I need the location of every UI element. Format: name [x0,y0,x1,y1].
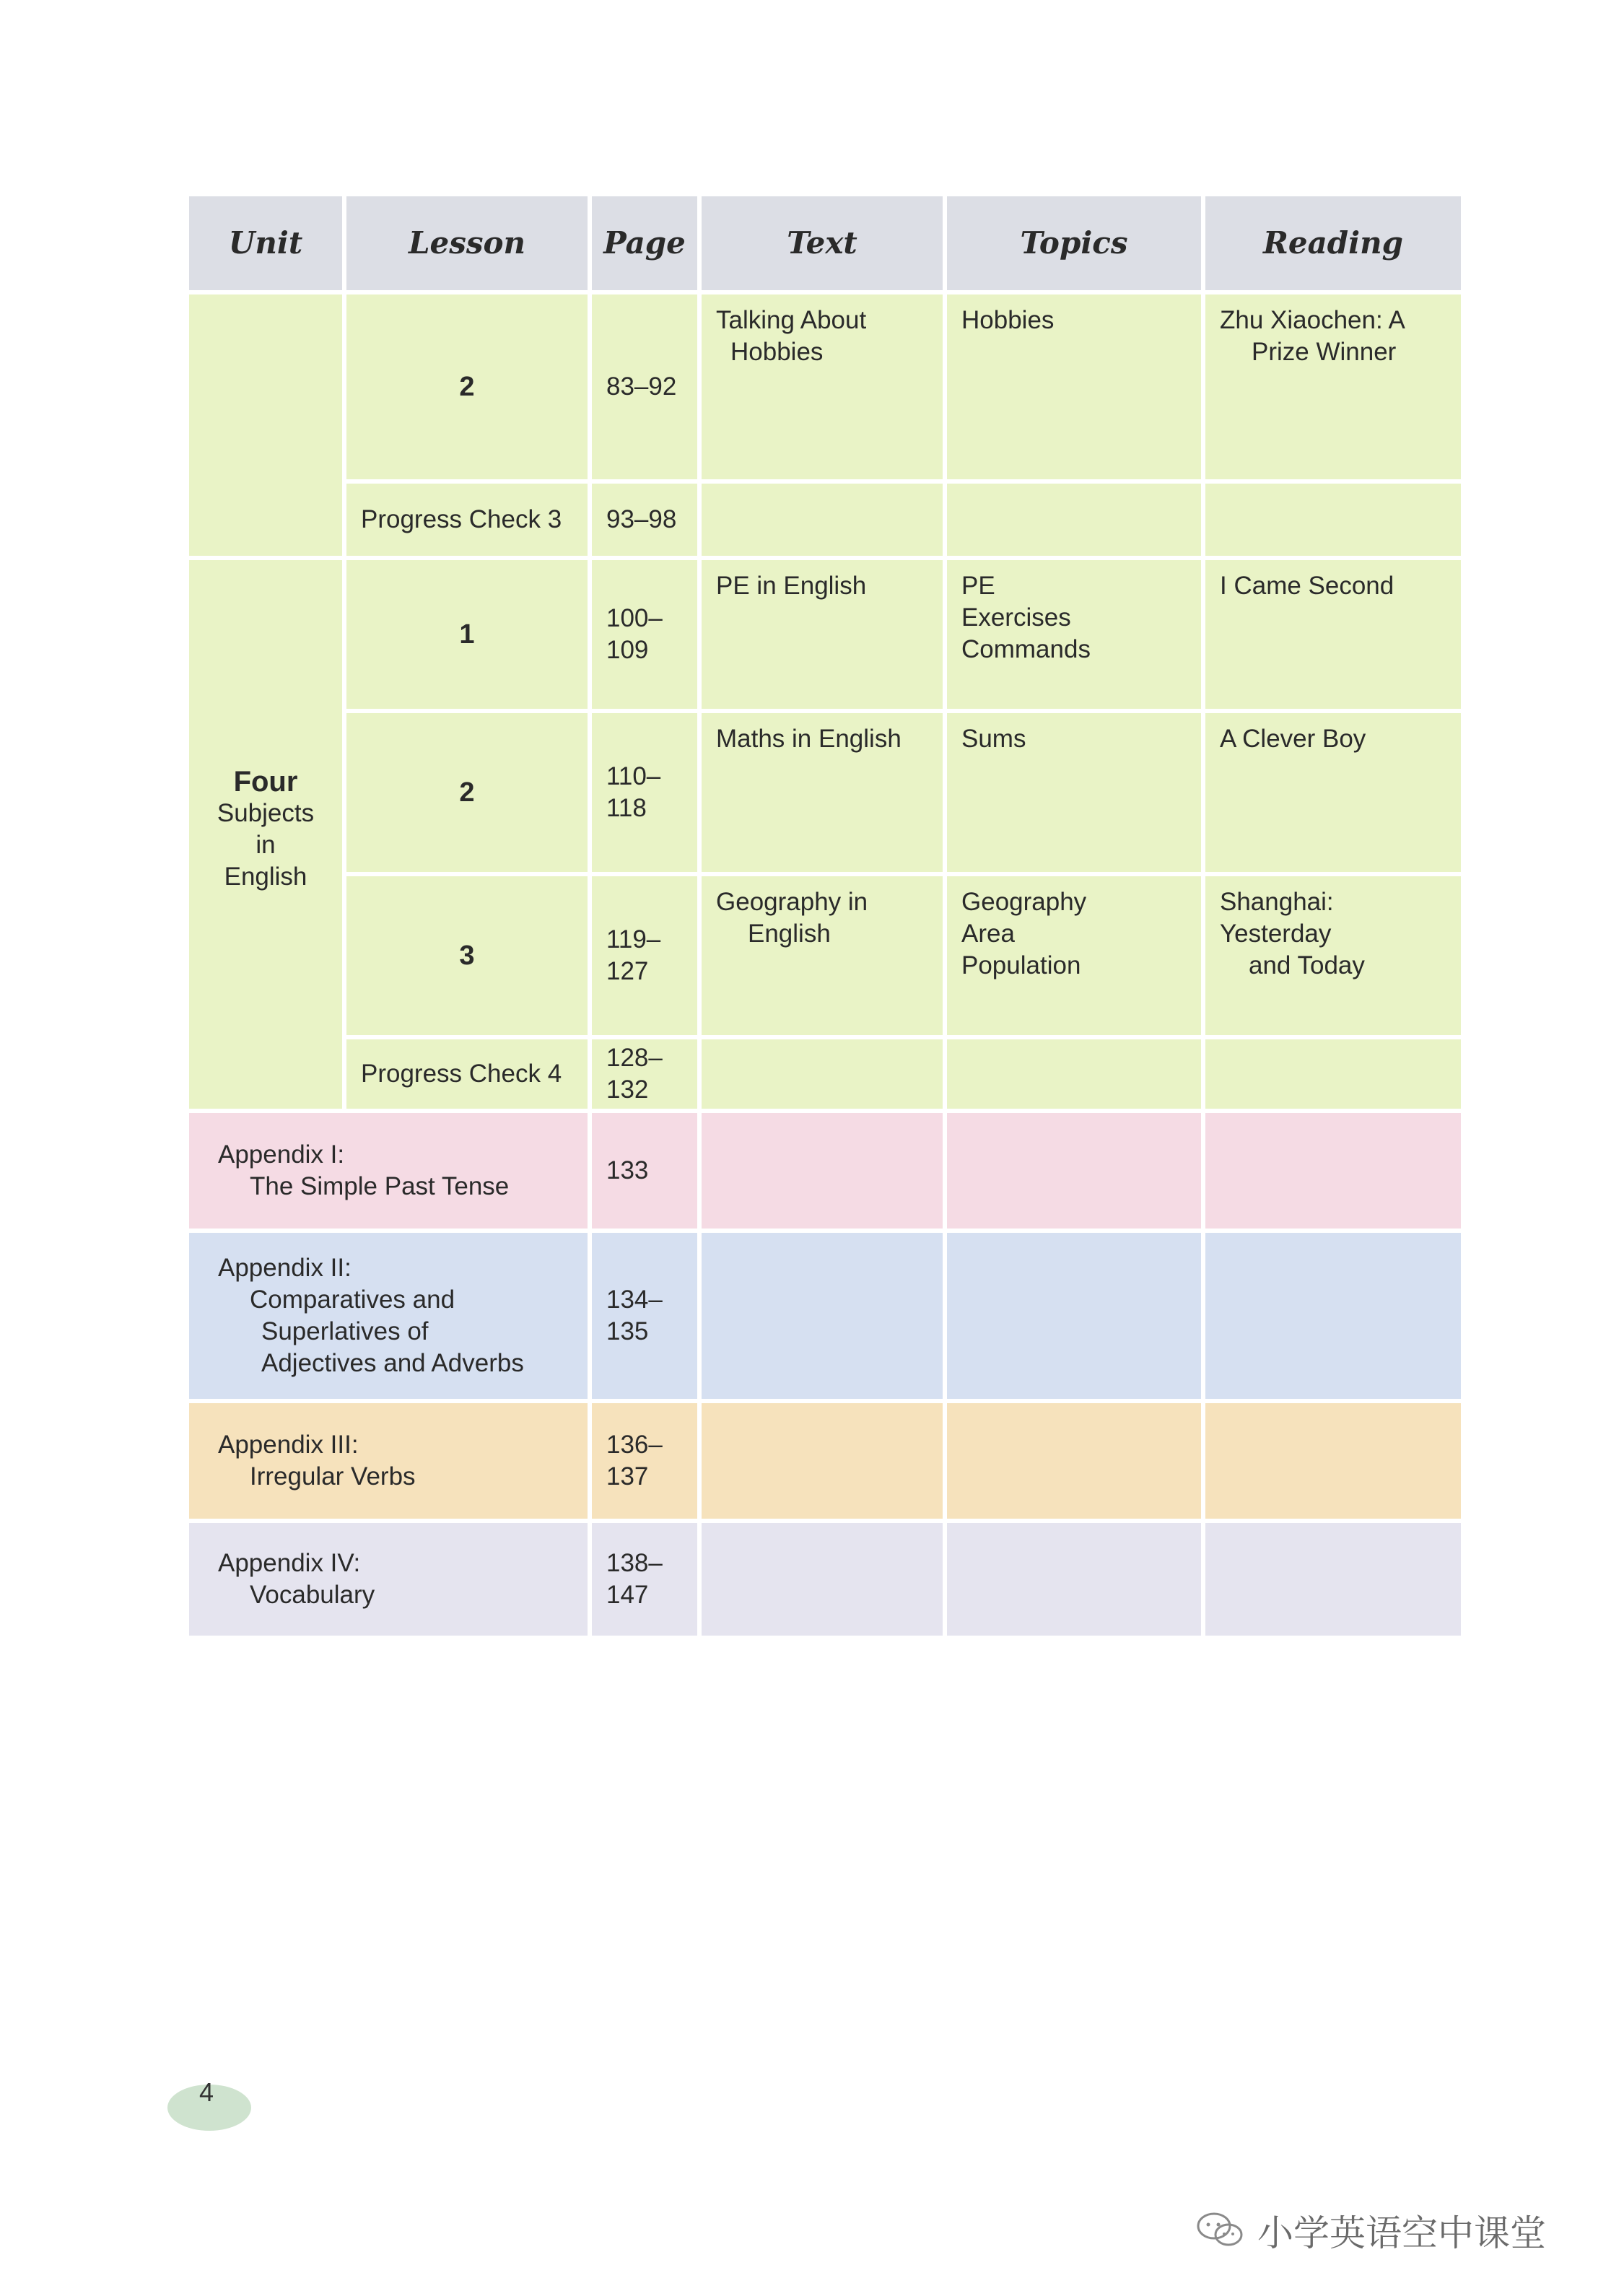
text-line: English [748,920,831,948]
appendix-label: Appendix I: [218,1140,345,1169]
lesson-number: 3 [459,941,475,971]
topic-line: Geography [961,888,1087,916]
page-range: 93–98 [606,505,677,533]
text-line: Talking About [716,306,867,334]
text-cell [702,1113,943,1229]
reading-line: I Came Second [1220,572,1394,600]
header-page: Page [592,196,697,290]
page-cell [592,876,697,1035]
reading-cell [1205,560,1461,709]
reading-line: Zhu Xiaochen: A [1220,306,1405,334]
reading-cell [1205,1113,1461,1229]
header-topics: Topics [947,196,1201,290]
text-cell [702,1523,943,1636]
lesson-number: 2 [459,372,475,402]
topics-cell [947,560,1201,709]
page-range: 134–135 [606,1286,663,1345]
text-cell [702,1233,943,1399]
progress-check-cell [346,1039,588,1109]
topic-line: Population [961,951,1081,979]
topics-cell [947,713,1201,872]
topics-cell [947,1233,1201,1399]
text-cell [702,1403,943,1519]
progress-check-cell [346,484,588,556]
topic-line: PE [961,572,995,600]
unit-title-line: Subjects [217,799,315,827]
page-cell [592,484,697,556]
reading-line: Prize Winner [1252,338,1397,366]
reading-cell [1205,713,1461,872]
appendix-label: Appendix IV: [218,1549,361,1577]
header-lesson: Lesson [346,196,588,290]
appendix-cell [189,1523,588,1636]
watermark-text: 小学英语空中课堂 [1257,2213,1546,2253]
page-range: 100–109 [606,604,663,664]
appendix-cell [189,1233,588,1399]
lesson-cell [346,294,588,479]
topics-cell [947,876,1201,1035]
reading-cell [1205,1039,1461,1109]
appendix-title-line: Vocabulary [250,1581,375,1609]
page-cell [592,560,697,709]
page-cell [592,713,697,872]
reading-cell [1205,1523,1461,1636]
page-range: 128–132 [606,1044,663,1104]
topics-cell [947,1403,1201,1519]
text-line: Geography in [716,888,868,916]
progress-check-label: Progress Check 4 [361,1060,562,1088]
appendix-cell [189,1403,588,1519]
appendix-title-line: Superlatives of [261,1317,429,1345]
reading-cell [1205,876,1461,1035]
text-cell [702,484,943,556]
text-cell [702,713,943,872]
appendix-title-line: The Simple Past Tense [250,1172,510,1200]
text-cell [702,1039,943,1109]
contents-table [189,196,1458,1636]
appendix-title-line: Comparatives and [250,1286,455,1314]
appendix-cell [189,1113,588,1229]
reading-cell [1205,294,1461,479]
unit-four-cell [189,560,342,1109]
topics-cell [947,1523,1201,1636]
lesson-number: 2 [459,777,475,808]
text-line: Hobbies [730,338,824,366]
lesson-cell [346,876,588,1035]
page-range: 110–118 [606,762,661,822]
header-unit: Unit [189,196,342,290]
reading-cell [1205,1403,1461,1519]
page-cell [592,294,697,479]
page-cell [592,1113,697,1229]
reading-cell [1205,484,1461,556]
topics-cell [947,1113,1201,1229]
text-cell [702,560,943,709]
wechat-icon [1195,2210,1246,2251]
topics-cell [947,1039,1201,1109]
text-cell [702,876,943,1035]
unit-three-cell [189,294,342,556]
reading-cell [1205,1233,1461,1399]
topic-line: Hobbies [961,306,1055,334]
reading-line: and Today [1249,951,1365,979]
unit-number: Four [233,766,298,798]
text-cell [702,294,943,479]
topic-line: Exercises [961,603,1071,632]
reading-line: Shanghai: Yesterday [1220,888,1334,948]
appendix-title-line: Adjectives and Adverbs [261,1349,524,1377]
text-line: Maths in English [716,725,902,753]
unit-title-line: English [224,863,307,891]
unit-title-line: in [256,831,276,859]
page-cell [592,1233,697,1399]
text-line: PE in English [716,572,867,600]
watermark [1195,2204,1546,2256]
page-range: 133 [606,1156,649,1184]
page-cell [592,1403,697,1519]
reading-line: A Clever Boy [1220,725,1366,753]
topics-cell [947,484,1201,556]
page-range: 83–92 [606,372,677,401]
topic-line: Area [961,920,1015,948]
page-cell [592,1039,697,1109]
lesson-number: 1 [459,619,475,650]
topics-cell [947,294,1201,479]
page-range: 138–147 [606,1549,663,1609]
page-range: 119–127 [606,925,661,985]
page-range: 136–137 [606,1431,663,1491]
header-text: Text [702,196,943,290]
appendix-label: Appendix III: [218,1431,359,1459]
topic-line: Sums [961,725,1026,753]
page-number: 4 [199,2077,214,2107]
lesson-cell [346,713,588,872]
appendix-label: Appendix II: [218,1254,352,1282]
appendix-title-line: Irregular Verbs [250,1462,416,1491]
progress-check-label: Progress Check 3 [361,505,562,533]
topic-line: Commands [961,635,1091,663]
page-cell [592,1523,697,1636]
lesson-cell [346,560,588,709]
header-reading: Reading [1205,196,1461,290]
